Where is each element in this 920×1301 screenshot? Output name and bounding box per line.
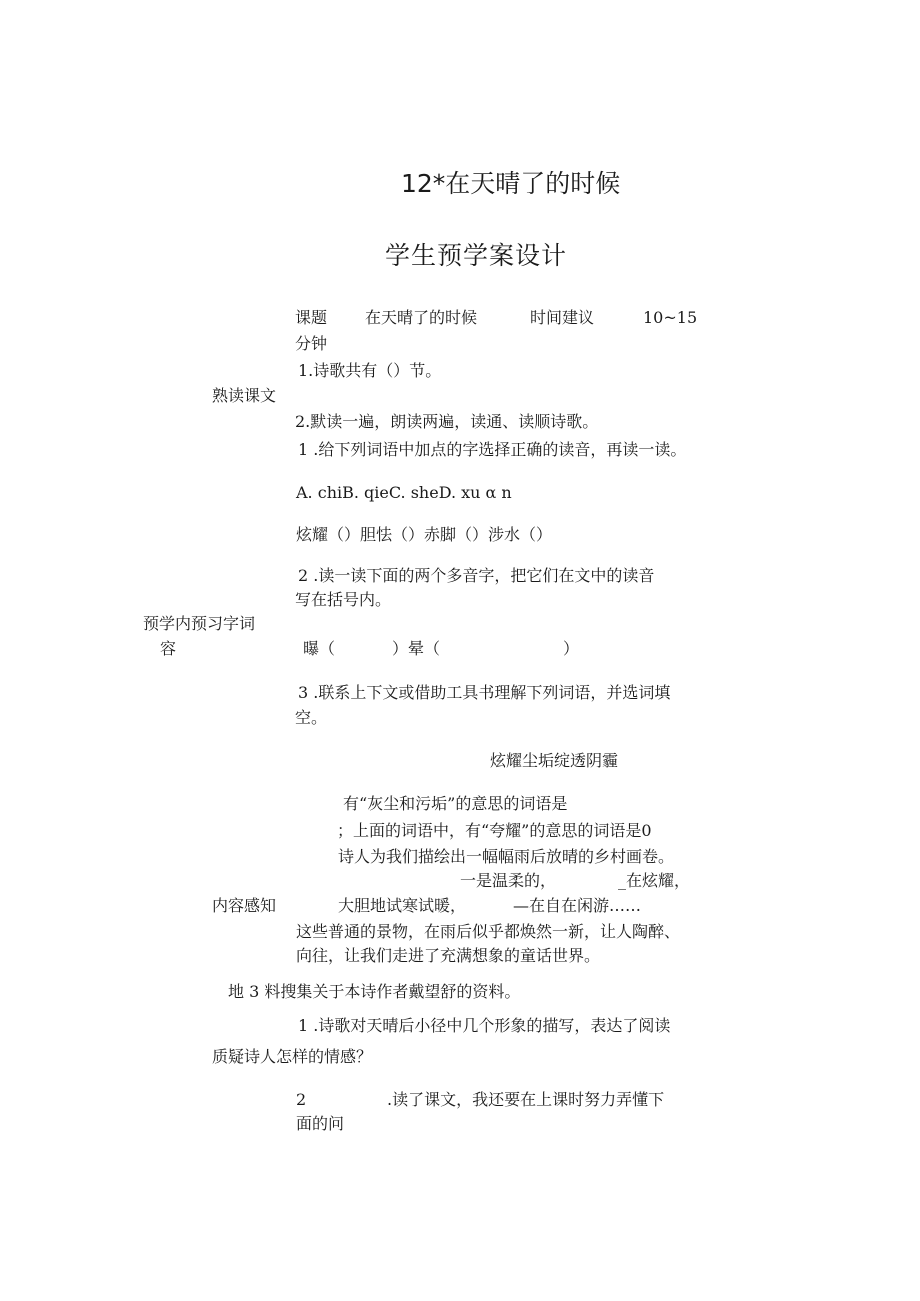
material-collection: 地 3 料搜集关于本诗作者戴望舒的资料。: [228, 982, 521, 1001]
question-1-line-1: 1 .诗歌对天晴后小径中几个形象的描写，表达了阅读: [298, 1016, 671, 1035]
question-1-line-2: 质疑诗人怎样的情感？: [212, 1047, 373, 1066]
content-line-6: 这些普通的景物，在雨后似乎都焕然一新，让人陶醉、: [296, 922, 681, 941]
read-item-2: 2.默读一遍，朗读两遍，读通、读顺诗歌。: [295, 412, 599, 431]
word-bank: 炫耀尘垢绽透阴霾: [490, 751, 619, 770]
content-line-5b: —在自在闲游……: [513, 896, 642, 915]
word-question-3-line-2: 空。: [295, 708, 328, 727]
word-question-3-line-1: 3 .联系上下文或借助工具书理解下列词语，并选词填: [298, 683, 671, 702]
content-line-5a: 大胆地试寒试暖，: [338, 896, 467, 915]
content-line-3: 诗人为我们描绘出一幅幅雨后放晴的乡村画卷。: [338, 847, 675, 866]
question-2-number: 2: [296, 1090, 307, 1109]
preview-label-part-1: 预学内预习字词: [143, 614, 256, 633]
content-line-2: ；上面的词语中，有“夸耀”的意思的词语是0: [337, 821, 652, 840]
word-question-1: 1 .给下列词语中加点的字选择正确的读音，再读一读。: [298, 440, 687, 459]
content-line-7: 向往，让我们走进了充满想象的童话世界。: [296, 946, 601, 965]
time-value: 10~15: [643, 308, 698, 327]
read-item-1: 1.诗歌共有（）节。: [298, 361, 442, 380]
question-2-line-1: .读了课文，我还要在上课时努力弄懂下: [387, 1090, 665, 1109]
polyphone-char-2: ）晕（: [392, 639, 441, 658]
topic-value: 在天晴了的时候: [365, 308, 478, 327]
word-question-2-line-1: 2 .读一读下面的两个多音字，把它们在文中的读音: [298, 566, 655, 585]
read-text-label: 熟读课文: [212, 386, 277, 405]
question-2-line-2: 面的问: [296, 1114, 345, 1133]
word-list: 炫耀（）胆怯（）赤脚（）涉水（）: [296, 525, 553, 544]
page-title: 12*在天晴了的时候: [401, 169, 621, 198]
polyphone-char-1: 曝（: [303, 639, 336, 658]
content-line-1: 有“灰尘和污垢”的意思的词语是: [343, 794, 568, 813]
content-label: 内容感知: [212, 896, 277, 915]
time-label: 时间建议: [530, 308, 595, 327]
word-question-2-line-2: 写在括号内。: [295, 590, 392, 609]
content-line-4b: _在炫耀，: [618, 871, 691, 890]
pinyin-options: A. chiB. qieC. sheD. xu α n: [296, 483, 512, 502]
preview-label-part-2: 容: [160, 639, 177, 658]
page-subtitle: 学生预学案设计: [385, 241, 568, 270]
polyphone-close: ）: [563, 639, 580, 658]
content-line-4a: 一是温柔的，: [460, 871, 557, 890]
time-unit: 分钟: [295, 334, 328, 353]
topic-label: 课题: [295, 308, 328, 327]
